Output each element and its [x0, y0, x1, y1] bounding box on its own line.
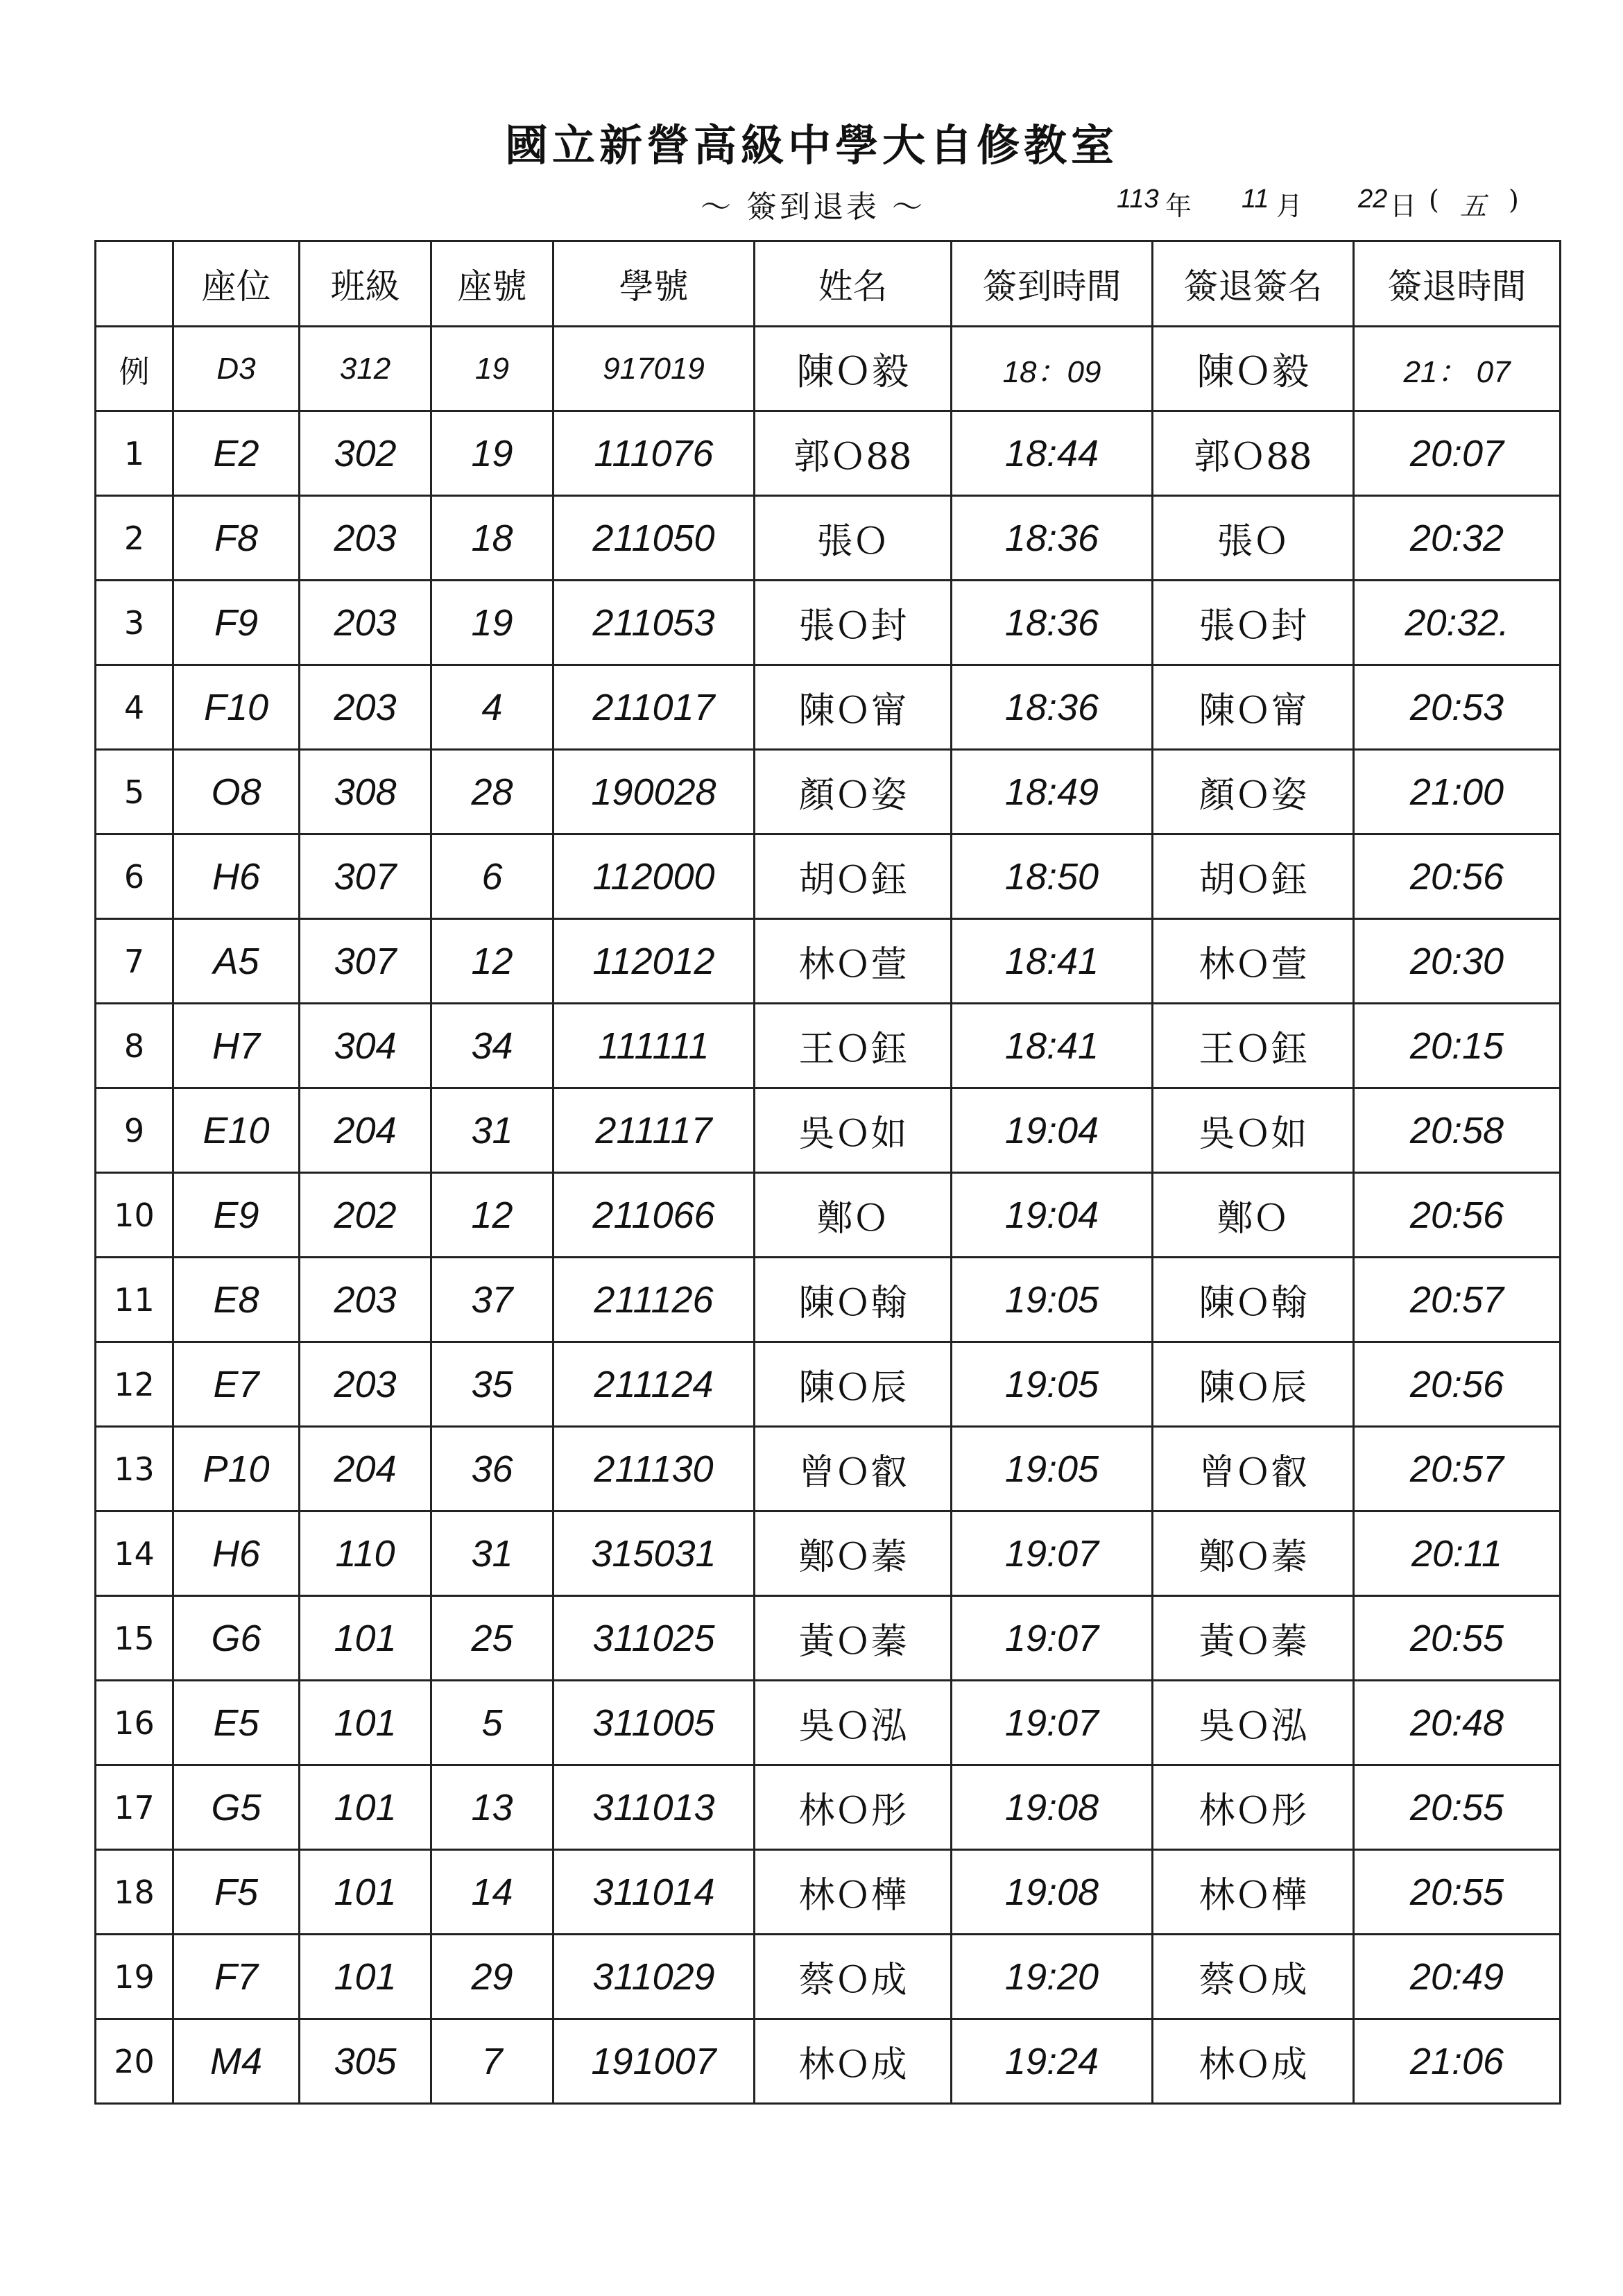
signin-time-cell: 18:41 [952, 919, 1153, 1004]
table-row [96, 1765, 1561, 1850]
signout-signature-cell: 張Ｏ [1153, 496, 1354, 581]
signin-time-cell: 19:05 [952, 1342, 1153, 1427]
example-signout-signature: 陳Ｏ毅 [1153, 327, 1354, 411]
signout-time-cell: 20:49 [1354, 1935, 1561, 2019]
row-index: 8 [96, 1004, 173, 1088]
row-index: 14 [96, 1511, 173, 1596]
signin-time-cell: 18:49 [952, 750, 1153, 834]
signout-time-cell: 20:07 [1354, 411, 1561, 496]
student-id-cell: 111111 [553, 1004, 755, 1088]
table-row [96, 1173, 1561, 1258]
signout-time-cell: 20:11 [1354, 1511, 1561, 1596]
name-cell: 曾Ｏ叡 [755, 1427, 952, 1511]
signout-time-cell: 20:57 [1354, 1258, 1561, 1342]
seat-number-cell: 31 [431, 1511, 553, 1596]
name-cell: 鄭Ｏ蓁 [755, 1511, 952, 1596]
header-cell-student-id: 學號 [553, 241, 755, 327]
seat-number-cell: 4 [431, 665, 553, 750]
name-cell: 蔡Ｏ成 [755, 1935, 952, 2019]
example-signout-time: 21： 07 [1354, 327, 1561, 411]
table-row [96, 1511, 1561, 1596]
seat-cell: E9 [173, 1173, 300, 1258]
student-id-cell: 315031 [553, 1511, 755, 1596]
student-id-cell: 211124 [553, 1342, 755, 1427]
signout-time-cell: 20:30 [1354, 919, 1561, 1004]
class-cell: 101 [300, 1935, 431, 2019]
signout-time-cell: 21:00 [1354, 750, 1561, 834]
sheet-subtitle: 〜 簽到退表 〜 [701, 189, 925, 225]
signout-signature-cell: 陳Ｏ辰 [1153, 1342, 1354, 1427]
name-cell: 王Ｏ鈺 [755, 1004, 952, 1088]
seat-number-cell: 6 [431, 834, 553, 919]
page-title: 國立新營高級中學大自修教室 [504, 120, 1118, 171]
signout-signature-cell: 曾Ｏ叡 [1153, 1427, 1354, 1511]
student-id-cell: 311029 [553, 1935, 755, 2019]
seat-number-cell: 37 [431, 1258, 553, 1342]
signout-time-cell: 20:55 [1354, 1850, 1561, 1935]
seat-number-cell: 35 [431, 1342, 553, 1427]
seat-number-cell: 19 [431, 581, 553, 665]
table-row [96, 2019, 1561, 2104]
signout-signature-cell: 陳Ｏ甯 [1153, 665, 1354, 750]
seat-number-cell: 14 [431, 1850, 553, 1935]
name-cell: 陳Ｏ甯 [755, 665, 952, 750]
signin-time-cell: 18:36 [952, 665, 1153, 750]
signin-time-cell: 19:08 [952, 1850, 1153, 1935]
name-cell: 張Ｏ封 [755, 581, 952, 665]
seat-number-cell: 13 [431, 1765, 553, 1850]
signout-time-cell: 20:56 [1354, 1173, 1561, 1258]
student-id-cell: 211066 [553, 1173, 755, 1258]
seat-cell: H6 [173, 834, 300, 919]
header-cell-class: 班級 [300, 241, 431, 327]
signout-signature-cell: 黃Ｏ蓁 [1153, 1596, 1354, 1681]
seat-cell: F8 [173, 496, 300, 581]
table-row [96, 1935, 1561, 2019]
signout-signature-cell: 胡Ｏ鈺 [1153, 834, 1354, 919]
year-label: 年 [1165, 191, 1192, 221]
student-id-cell: 311013 [553, 1765, 755, 1850]
table-row [96, 1258, 1561, 1342]
student-id-cell: 190028 [553, 750, 755, 834]
table-row [96, 1681, 1561, 1765]
name-cell: 張Ｏ [755, 496, 952, 581]
table-row [96, 496, 1561, 581]
signout-signature-cell: 林Ｏ萱 [1153, 919, 1354, 1004]
table-row [96, 1004, 1561, 1088]
class-cell: 304 [300, 1004, 431, 1088]
row-index: 5 [96, 750, 173, 834]
row-index: 4 [96, 665, 173, 750]
name-cell: 黃Ｏ蓁 [755, 1596, 952, 1681]
seat-cell: G5 [173, 1765, 300, 1850]
name-cell: 陳Ｏ辰 [755, 1342, 952, 1427]
student-id-cell: 211130 [553, 1427, 755, 1511]
seat-cell: H6 [173, 1511, 300, 1596]
student-id-cell: 211126 [553, 1258, 755, 1342]
signout-time-cell: 21:06 [1354, 2019, 1561, 2104]
signin-time-cell: 19:20 [952, 1935, 1153, 2019]
signout-signature-cell: 陳Ｏ翰 [1153, 1258, 1354, 1342]
signin-time-cell: 19:05 [952, 1258, 1153, 1342]
table-row [96, 411, 1561, 496]
header-cell-seat-number: 座號 [431, 241, 553, 327]
table-row [96, 1850, 1561, 1935]
weekday-value: 五 [1460, 192, 1487, 221]
name-cell: 顏Ｏ姿 [755, 750, 952, 834]
signin-time-cell: 18:36 [952, 581, 1153, 665]
seat-cell: H7 [173, 1004, 300, 1088]
example-class: 312 [300, 327, 431, 411]
student-id-cell: 311005 [553, 1681, 755, 1765]
student-id-cell: 211050 [553, 496, 755, 581]
row-index: 12 [96, 1342, 173, 1427]
month-value: 11 [1242, 185, 1269, 214]
table-row [96, 1342, 1561, 1427]
example-index: 例 [96, 327, 173, 411]
signout-signature-cell: 顏Ｏ姿 [1153, 750, 1354, 834]
row-index: 3 [96, 581, 173, 665]
table-row [96, 581, 1561, 665]
example-student-id: 917019 [553, 327, 755, 411]
seat-cell: E5 [173, 1681, 300, 1765]
seat-number-cell: 36 [431, 1427, 553, 1511]
signout-time-cell: 20:15 [1354, 1004, 1561, 1088]
signin-table [94, 240, 1561, 2105]
row-index: 11 [96, 1258, 173, 1342]
example-name: 陳Ｏ毅 [755, 327, 952, 411]
student-id-cell: 311025 [553, 1596, 755, 1681]
seat-cell: M4 [173, 2019, 300, 2104]
class-cell: 204 [300, 1427, 431, 1511]
seat-cell: O8 [173, 750, 300, 834]
seat-number-cell: 12 [431, 1173, 553, 1258]
header-cell-index [96, 241, 173, 327]
student-id-cell: 191007 [553, 2019, 755, 2104]
name-cell: 林Ｏ彤 [755, 1765, 952, 1850]
seat-cell: E10 [173, 1088, 300, 1173]
signout-time-cell: 20:48 [1354, 1681, 1561, 1765]
name-cell: 林Ｏ成 [755, 2019, 952, 2104]
class-cell: 202 [300, 1173, 431, 1258]
header-cell-signout-time: 簽退時間 [1354, 241, 1561, 327]
name-cell: 胡Ｏ鈺 [755, 834, 952, 919]
signout-signature-cell: 蔡Ｏ成 [1153, 1935, 1354, 2019]
signout-signature-cell: 吳Ｏ泓 [1153, 1681, 1354, 1765]
student-id-cell: 211017 [553, 665, 755, 750]
seat-number-cell: 19 [431, 411, 553, 496]
class-cell: 203 [300, 496, 431, 581]
signout-time-cell: 20:32. [1354, 581, 1561, 665]
seat-number-cell: 12 [431, 919, 553, 1004]
signout-signature-cell: 鄭Ｏ蓁 [1153, 1511, 1354, 1596]
signin-time-cell: 19:24 [952, 2019, 1153, 2104]
signout-signature-cell: 林Ｏ彤 [1153, 1765, 1354, 1850]
seat-number-cell: 25 [431, 1596, 553, 1681]
row-index: 9 [96, 1088, 173, 1173]
row-index: 20 [96, 2019, 173, 2104]
header-row [96, 241, 1561, 327]
seat-number-cell: 7 [431, 2019, 553, 2104]
signout-time-cell: 20:56 [1354, 834, 1561, 919]
seat-number-cell: 31 [431, 1088, 553, 1173]
signout-signature-cell: 林Ｏ樺 [1153, 1850, 1354, 1935]
signout-signature-cell: 吳Ｏ如 [1153, 1088, 1354, 1173]
seat-cell: E2 [173, 411, 300, 496]
header-cell-signout-signature: 簽退簽名 [1153, 241, 1354, 327]
row-index: 18 [96, 1850, 173, 1935]
name-cell: 吳Ｏ如 [755, 1088, 952, 1173]
table-row [96, 1596, 1561, 1681]
day-value: 22 [1358, 185, 1388, 214]
table-row [96, 834, 1561, 919]
day-label: 日 [1390, 191, 1417, 221]
class-cell: 203 [300, 1342, 431, 1427]
class-cell: 307 [300, 834, 431, 919]
name-cell: 鄭Ｏ [755, 1173, 952, 1258]
signin-time-cell: 18:36 [952, 496, 1153, 581]
class-cell: 307 [300, 919, 431, 1004]
signin-time-cell: 18:44 [952, 411, 1153, 496]
signin-time-cell: 19:07 [952, 1596, 1153, 1681]
example-seat: D3 [173, 327, 300, 411]
header-cell-signin-time: 簽到時間 [952, 241, 1153, 327]
class-cell: 101 [300, 1681, 431, 1765]
row-index: 1 [96, 411, 173, 496]
row-index: 7 [96, 919, 173, 1004]
name-cell: 陳Ｏ翰 [755, 1258, 952, 1342]
row-index: 16 [96, 1681, 173, 1765]
seat-number-cell: 34 [431, 1004, 553, 1088]
class-cell: 101 [300, 1850, 431, 1935]
signout-signature-cell: 林Ｏ成 [1153, 2019, 1354, 2104]
name-cell: 林Ｏ萱 [755, 919, 952, 1004]
month-label: 月 [1276, 191, 1303, 221]
class-cell: 101 [300, 1596, 431, 1681]
seat-cell: F5 [173, 1850, 300, 1935]
student-id-cell: 211053 [553, 581, 755, 665]
signout-signature-cell: 郭Ｏ88 [1153, 411, 1354, 496]
signout-time-cell: 20:53 [1354, 665, 1561, 750]
class-cell: 203 [300, 581, 431, 665]
weekday-open: ( [1429, 185, 1439, 215]
seat-number-cell: 28 [431, 750, 553, 834]
signin-time-cell: 19:04 [952, 1088, 1153, 1173]
signin-time-cell: 19:07 [952, 1681, 1153, 1765]
seat-cell: P10 [173, 1427, 300, 1511]
student-id-cell: 112012 [553, 919, 755, 1004]
signout-signature-cell: 王Ｏ鈺 [1153, 1004, 1354, 1088]
seat-number-cell: 29 [431, 1935, 553, 2019]
seat-cell: E7 [173, 1342, 300, 1427]
row-index: 2 [96, 496, 173, 581]
class-cell: 302 [300, 411, 431, 496]
student-id-cell: 211117 [553, 1088, 755, 1173]
seat-cell: E8 [173, 1258, 300, 1342]
row-index: 15 [96, 1596, 173, 1681]
example-signin-time: 18：09 [952, 327, 1153, 411]
row-index: 13 [96, 1427, 173, 1511]
signout-time-cell: 20:55 [1354, 1765, 1561, 1850]
signin-time-cell: 19:07 [952, 1511, 1153, 1596]
signin-time-cell: 18:50 [952, 834, 1153, 919]
weekday-close: ) [1509, 185, 1519, 215]
class-cell: 110 [300, 1511, 431, 1596]
name-cell: 林Ｏ樺 [755, 1850, 952, 1935]
class-cell: 204 [300, 1088, 431, 1173]
row-index: 17 [96, 1765, 173, 1850]
seat-number-cell: 5 [431, 1681, 553, 1765]
class-cell: 203 [300, 665, 431, 750]
table-row [96, 1427, 1561, 1511]
signout-time-cell: 20:57 [1354, 1427, 1561, 1511]
student-id-cell: 112000 [553, 834, 755, 919]
seat-cell: F10 [173, 665, 300, 750]
signout-time-cell: 20:56 [1354, 1342, 1561, 1427]
class-cell: 308 [300, 750, 431, 834]
seat-cell: F7 [173, 1935, 300, 2019]
seat-cell: F9 [173, 581, 300, 665]
subtitle-line [0, 182, 1623, 223]
table-row [96, 665, 1561, 750]
signout-time-cell: 20:32 [1354, 496, 1561, 581]
student-id-cell: 311014 [553, 1850, 755, 1935]
signout-signature-cell: 張Ｏ封 [1153, 581, 1354, 665]
table-row [96, 750, 1561, 834]
table-row [96, 919, 1561, 1004]
class-cell: 305 [300, 2019, 431, 2104]
example-seat-number: 19 [431, 327, 553, 411]
seat-cell: A5 [173, 919, 300, 1004]
student-id-cell: 111076 [553, 411, 755, 496]
signin-time-cell: 19:04 [952, 1173, 1153, 1258]
signin-time-cell: 19:08 [952, 1765, 1153, 1850]
row-index: 6 [96, 834, 173, 919]
seat-number-cell: 18 [431, 496, 553, 581]
table-row [96, 1088, 1561, 1173]
row-index: 10 [96, 1173, 173, 1258]
class-cell: 101 [300, 1765, 431, 1850]
name-cell: 吳Ｏ泓 [755, 1681, 952, 1765]
row-index: 19 [96, 1935, 173, 2019]
class-cell: 203 [300, 1258, 431, 1342]
signin-time-cell: 18:41 [952, 1004, 1153, 1088]
year-value: 113 [1117, 185, 1159, 214]
header-cell-seat: 座位 [173, 241, 300, 327]
signout-time-cell: 20:55 [1354, 1596, 1561, 1681]
signout-time-cell: 20:58 [1354, 1088, 1561, 1173]
seat-cell: G6 [173, 1596, 300, 1681]
example-row [96, 327, 1561, 411]
signout-signature-cell: 鄭Ｏ [1153, 1173, 1354, 1258]
header-cell-name: 姓名 [755, 241, 952, 327]
name-cell: 郭Ｏ88 [755, 411, 952, 496]
signin-time-cell: 19:05 [952, 1427, 1153, 1511]
